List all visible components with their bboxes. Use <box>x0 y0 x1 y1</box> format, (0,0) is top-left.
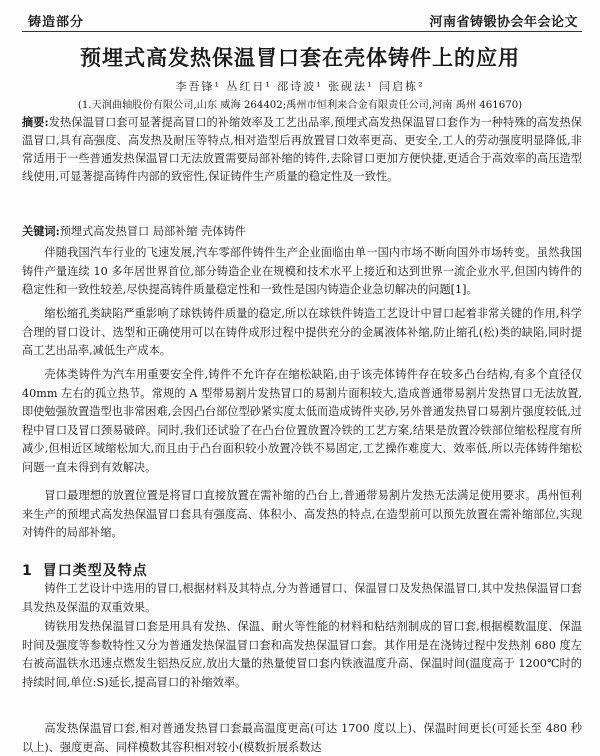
keywords <box>22 222 582 241</box>
body-paragraph: 铸铁用发热保温冒口套是用具有发热、保温、耐火等性能的材料和粘结剂制成的冒口套,根据模数温度、保温时间及强度等参数特性又分为普通发热保温冒口套和高发热保温冒口套。其作用是在浇铸过程中发热剂 680 度左右被高温铁水迅速点燃发生铝热反应,放出大量的热量使冒口套内铁液温度升高、保温时间(温度高于 1200℃时的持续时间,单位:S)延长,提高冒口的补缩效率。 <box>22 620 582 689</box>
paper-title: 预埋式高发热保温冒口套在壳体铸件上的应用 <box>80 46 520 70</box>
body-paragraph: 壳体类铸件为汽车用重要安全件,铸件不允许存在缩松缺陷,由于该壳体铸件存在较多凸台结构,有多个直径仅 40mm 左右的孤立热节。常规的 A 型带易割片发热冒口的易割片面积较大,造成普通带易割片发热冒口无法放置,即使勉强放置造型也非常困难,会因凸台部位型砂紧实度太低而造成铸件夹砂,另外普通发热冒口易割片强度较低,过程中冒口及冒口颈易破碎。同时,我们还试验了在凸台位置放置冷铁的工艺方案,结果是放置冷铁部位缩松程度有所减少,但相近区域缩松加大,而且由于凸台面积较小放置冷铁不易固定,工艺操作难度大、效率低,所以壳体铸件缩松问题一直未得到有效解决。 <box>22 368 582 474</box>
body-paragraph: 伴随我国汽车行业的飞速发展,汽车零部件铸件生产企业面临由单一国内市场不断向国外市场转变。虽然我国铸件产量连续 10 多年居世界首位,部分铸造企业在规模和技术水平上接近和达到世界一流企业水平,但国内铸件的稳定性和一致性较差,尽快提高铸件质量稳定性和一致性是国内铸造企业急切解决的问题[1]。 <box>22 246 582 297</box>
affiliation: (1.天润曲轴股份有限公司,山东 威海 264402;禹州市恒利来合金有限责任公司,河南 禹州 461670) <box>77 100 523 111</box>
header-journal-label: 河南省铸锻协会年会论文 <box>429 15 578 30</box>
body-paragraph-truncated: 高发热保温冒口套,相对普通发热冒口套最高温度更高(可达 1700 度以上)、保温时间更长(可延长至 480 秒以上)、强度更高、同样模数其容积相对较小(模数折展系数达 <box>22 722 582 754</box>
keywords-label: 关键词: <box>22 224 60 238</box>
abstract-text: 发热保温冒口套可显著提高冒口的补缩效率及工艺出品率,预埋式高发热保温冒口套作为一种特殊的高发热保温冒口,具有高强度、高发热及耐压等特点,相对造型后再放置冒口效率更高、更安全,工人的劳动强度明显降低,非常适用于一些普通发热保温冒口无法放置需要局部补缩的铸件,去除冒口更加方便快捷,更适合于高效率的高压造型线使用,可显著提高铸件内部的致密性,保证铸件生产质量的稳定性及一致性。 <box>22 116 582 183</box>
section-title: 冒口类型及特点 <box>42 563 148 579</box>
keywords-text: 预埋式高发热冒口 局部补缩 壳体铸件 <box>59 225 246 238</box>
body-paragraph: 缩松缩孔类缺陷严重影响了球铁铸件质量的稳定,所以在球铁件铸造工艺设计中冒口起着非常关键的作用,科学合理的冒口设计、选型和正确使用可以在铸件成形过程中提供充分的金属液体补缩,防止缩孔(松)类的缺陷,同时提高工艺出品率,减低生产成本。 <box>22 307 582 358</box>
body-paragraph: 冒口最理想的放置位置是将冒口直接放置在需补缩的凸台上,普通带易割片发热无法满足使用要求。禹州恒利来生产的预埋式高发热保温冒口套具有强度高、体积小、高发热的特点,在造型前可以预先放置在需补缩部位,实现对铸件的局部补缩。 <box>22 489 582 540</box>
section-heading <box>22 560 148 580</box>
abstract <box>22 113 582 186</box>
author-list: 李吾锋¹ 丛红日¹ 邵诗波¹ 张砚法¹ 闫启栋² <box>175 80 425 93</box>
body-paragraph: 铸件工艺设计中选用的冒口,根据材料及其特点,分为普通冒口、保温冒口及发热保温冒口,其中发热保温冒口套具发热及保温的双重效果。 <box>22 582 582 614</box>
header-section-label: 铸造部分 <box>28 15 85 30</box>
section-number: 1 <box>22 563 33 579</box>
abstract-label: 摘要: <box>22 115 49 129</box>
header-rule <box>22 31 582 32</box>
running-header <box>0 0 600 34</box>
